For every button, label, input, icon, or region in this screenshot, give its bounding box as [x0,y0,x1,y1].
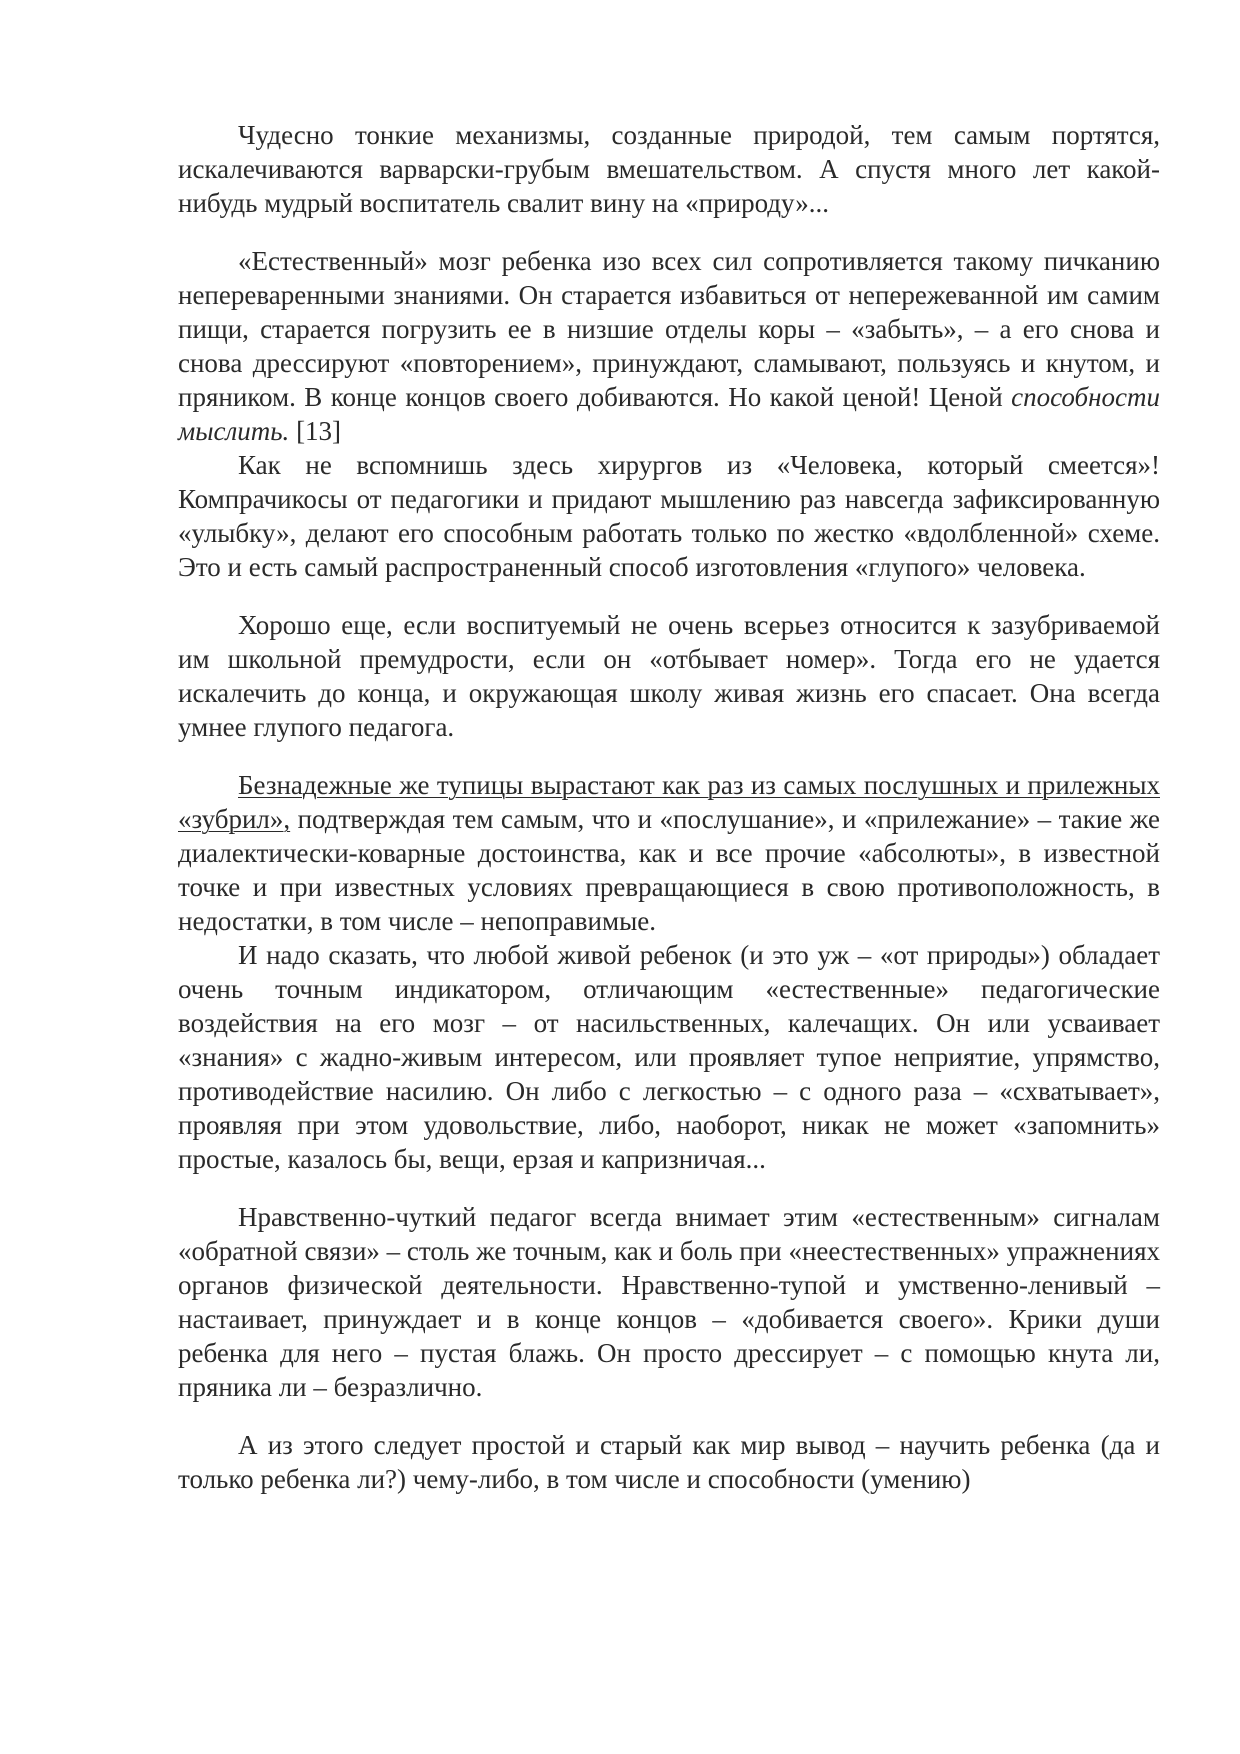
paragraph-conclusion: А из этого следует простой и старый как мир вывод – научить ребенка (да и только ребенка ли?) чему-либо, в том числе и способности (умению) [178,1430,1160,1494]
paragraph-natural-brain [178,244,1160,448]
paragraph-mechanisms: Чудесно тонкие механизмы, созданные природой, тем самым портятся, искалечиваются варварски-грубым вмешательством. А спустя много лет какой-нибудь мудрый воспитатель свалит вину на «природу»... [178,120,1160,218]
paragraph-sensitive-teacher: Нравственно-чуткий педагог всегда внимает этим «естественным» сигналам «обратной связи» – столь же точным, как и боль при «неестественных» упражнениях органов физической деятельности. Нравственно-тупой и умственно-ленивый – настаивает, принуждает и в конце концов – «добивается своего». Крики души ребенка для него – пустая блажь. Он просто дрессирует – с помощью кнута ли, пряника ли – безразлично. [178,1202,1160,1402]
text-column [178,118,1160,1496]
paragraph-natural-brain-text: «Естественный» мозг ребенка изо всех сил сопротивляется такому пичканию непереваренными знаниями. Он старается избавиться от непережеванной им самим пищи, старается погрузить ее в низшие отделы коры – «забыть», – а его снова и снова дрессируют «повторением», принуждают, сламывают, пользуясь и кнутом, и пряником. В конце концов своего добиваются. Но какой ценой! Ценой [178,246,1160,412]
paragraph-living-child: И надо сказать, что любой живой ребенок (и это уж – «от природы») обладает очень точным индикатором, отличающим «естественные» педагогические воздействия на его мозг – от насильственных, калечащих. Он или усваивает «знания» с жадно-живым интересом, или проявляет тупое неприятие, упрямство, противодействие насилию. Он либо с легкостью – с одного раза – «схватывает», проявляя при этом удовольствие, либо, наоборот, никак не может «запомнить» простые, казалось бы, вещи, ерзая и капризничая... [178,940,1160,1174]
paragraph-good-if: Хорошо еще, если воспитуемый не очень всерьез относится к зазубриваемой им школьной премудрости, если он «отбывает номер». Тогда его не удается искалечить до конца, и окружающая школу живая жизнь его спасает. Она всегда умнее глупого педагога. [178,610,1160,742]
paragraph-hopeless-dullards-text: подтверждая тем самым, что и «послушание», и «прилежание» – такие же диалектически-коварные достоинства, как и все прочие «абсолюты», в известной точке и при известных условиях превращающиеся в свою противоположность, в недостатки, в том числе – непоправимые. [178,804,1160,936]
citation-reference: [13] [289,416,342,446]
paragraph-surgeons: Как не вспомнишь здесь хирургов из «Человека, который смеется»! Компрачикосы от педагогики и придают мышлению раз навсегда зафиксированную «улыбку», делают его способным работать только по жестко «вдолбленной» схеме. Это и есть самый распространенный способ изготовления «глупого» человека. [178,450,1160,582]
paragraph-hopeless-dullards [178,768,1160,938]
underlined-phrase: Безнадежные же тупицы вырастают как раз из самых послушных и прилежных «зубрил», [178,770,1160,834]
emphasis-ability-to-think: способности мыслить. [178,382,1160,446]
